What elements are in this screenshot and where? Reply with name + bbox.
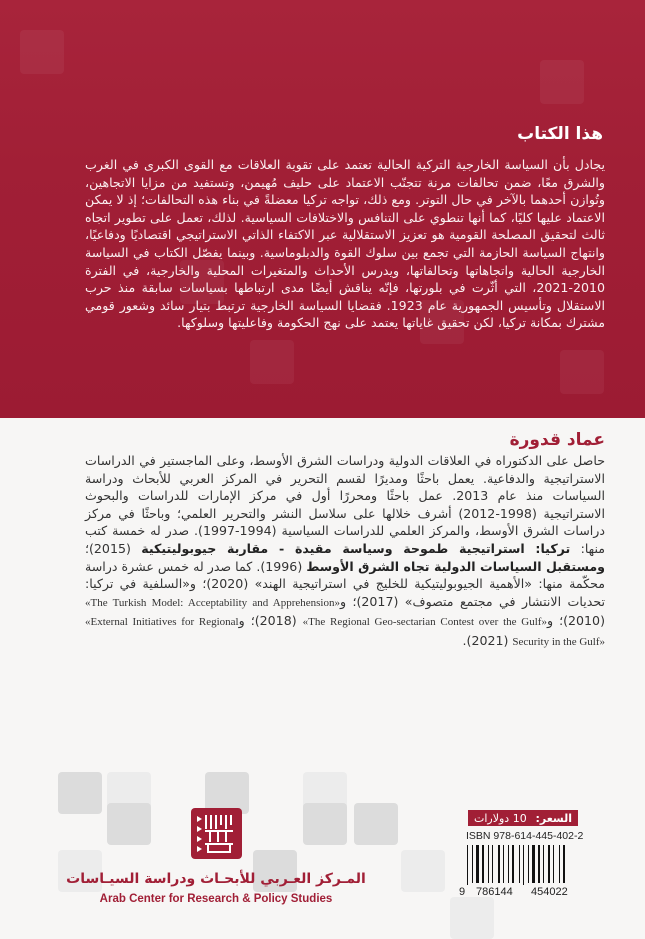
- decor-square: [560, 350, 604, 394]
- author-bio: [85, 452, 605, 652]
- bio-text: حاصل على الدكتوراه في العلاقات الدولية ودراسات الشرق الأوسط، وعلى الماجستير في الدراسات الاستراتيجية والدفاعية. يعمل باحثًا ومديرًا لقسم التحرير في المركز العربي للأبحاث ودراسة السياسات منذ عام 2013. عمل باحثًا ومحررًا أول في مركز الإمارات للدراسات والبحوث الاستراتيجية (1998-2012) أشرف خلالها على سلاسل النشر والتحرير العلمي؛ وباحثًا في مركز دراسات الشرق الأوسط، والمركز العلمي للدراسات السياسية (1994-1997). صدر له خمسة كتب منها:: [85, 453, 606, 556]
- barcode-bar: [503, 845, 504, 883]
- barcode: [467, 845, 579, 885]
- book-title: ومستقبل السياسات الدولية تجاه الشرق الأوسط: [306, 558, 606, 574]
- barcode-bar: [512, 845, 514, 883]
- study-title-en: «The Regional Geo-sectarian Contest over the Gulf»: [302, 616, 547, 629]
- bio-text: (2021).: [462, 632, 513, 648]
- barcode-bar: [482, 845, 484, 883]
- price-value: 10 دولارات: [474, 811, 527, 825]
- barcode-bar: [519, 845, 520, 883]
- decor-square: [540, 60, 584, 104]
- about-section: [0, 0, 645, 418]
- barcode-bar: [532, 845, 535, 883]
- about-heading: هذا الكتاب: [517, 124, 603, 144]
- barcode-bar: [553, 845, 554, 883]
- bio-text: (2010)؛ و: [546, 613, 605, 629]
- decor-square: [20, 30, 64, 74]
- bio-text: (1996). كما صدر له خمس عشرة دراسة محكّمة منها: «الأهمية الجيوبوليتيكية للخليج في استراتيجية الهند» (2020)؛ و«السلفية في تركيا: تحديات الانتشار في مجتمع متصوف» (2017)؛ و: [85, 558, 605, 609]
- publisher-name-ar: المـركز العـربي للأبحـاث ودراسة السيـاسات: [66, 871, 366, 887]
- decor-square: [354, 803, 398, 845]
- about-text: يجادل بأن السياسة الخارجية التركية الحالية تعتمد على تقوية العلاقات مع القوى الكبرى في الغرب والشرق معًا، ضمن تحالفات مرنة تتجنّب الاعتماد على حليف مُهيمن، وتستفيد من مزايا الاتجاهين، وتُوازن أحدهما بالآخر في حال التوتر. ومع ذلك، تواجه تركيا معضلةً في بناء هذه التحالفات؛ إذ لا يمكن الاعتماد عليها كليًا، كما أنها تنطوي على التنافس والاختلافات السياسية. لذلك، تعمل على تطوير اتجاه ثالث لتحقيق المصلحة القومية هو تعزيز الاستقلالية عبر الاكتفاء الذاتي الاستراتيجي اقتصاديًا ودفاعيًا، وانتهاج السياسة الحازمة التي تجمع بين سلوك القوة والدبلوماسية. وبينما يفصّل الكتاب في السياسة الخارجية الحالية واتجاهاتها وتحالفاتها، ويدرس الأحداث والمتغيرات المحلية والخارجية، في الفترة 2010-2021، التي أثّرت في بلورتها، فإنّه يناقش أيضًا مدى ارتباطها بسياسات سابقة منذ حرب الاستقلال وتأسيس الجمهورية عام 1923. فقضايا السياسة الخارجية ترتبط بتيار سائد وشعور قومي مشترك بمكانة تركيا، لكن تحقيق غاياتها يعتمد على نهج الحكومة وفاعليتها وسلوكها.: [85, 157, 605, 331]
- barcode-bar: [492, 845, 493, 883]
- barcode-bar: [523, 845, 524, 885]
- bio-text: (2015)؛: [85, 540, 142, 556]
- barcode-digits: 454022: [531, 886, 568, 898]
- barcode-bar: [548, 845, 550, 883]
- publisher-logo: [191, 808, 242, 859]
- author-name: عماد قدورة: [509, 430, 605, 450]
- study-title-en: «External Initiatives for Regional Security in the Gulf»: [85, 616, 605, 648]
- logo-glyph-icon: [191, 808, 242, 859]
- decor-square: [450, 897, 494, 939]
- barcode-bar: [563, 845, 565, 883]
- price-tag: [468, 810, 578, 826]
- study-title-en: «The Turkish Model: Acceptability and Apprehension»: [85, 596, 340, 609]
- bio-text: (2018)؛ و: [238, 613, 303, 629]
- price-label: السعر:: [535, 811, 572, 825]
- barcode-digit: 9: [459, 886, 466, 898]
- barcode-bar: [488, 845, 489, 883]
- barcode-bar: [543, 845, 544, 883]
- barcode-bar: [538, 845, 540, 883]
- barcode-bar: [528, 845, 529, 883]
- barcode-bar: [559, 845, 560, 883]
- decor-square: [107, 803, 151, 845]
- barcode-bar: [472, 845, 473, 883]
- decor-square: [250, 340, 294, 384]
- barcode-bar: [467, 845, 468, 885]
- barcode-bar: [498, 845, 500, 883]
- decor-square: [401, 850, 445, 892]
- decor-square: [58, 772, 102, 814]
- barcode-bar: [508, 845, 509, 883]
- publisher-name-en: Arab Center for Research & Policy Studies: [99, 893, 333, 905]
- isbn-text: ISBN 978-614-445-402-2: [466, 830, 584, 842]
- book-title: تركيا: استراتيجية طموحة وسياسة مقيدة - مقاربة جيوبوليتيكية: [141, 540, 571, 556]
- barcode-bar: [476, 845, 479, 883]
- decor-square: [303, 803, 347, 845]
- barcode-digits: 786144: [476, 886, 513, 898]
